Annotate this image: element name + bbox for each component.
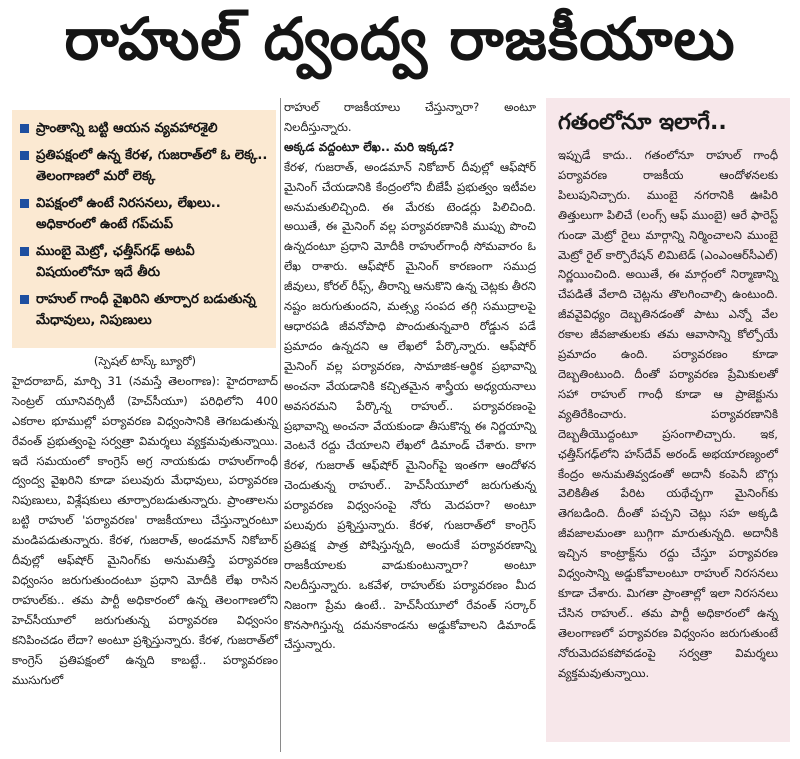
sidebar-body: ఇప్పుడే కాదు.. గతంలోనూ రాహుల్ గాంధీ పర్యావరణ రాజకీయ ఆందోళనలకు పిలుపునిచ్చారు. ముంబై నగరానికి ఊపిరి తిత్తులుగా పిలిచే (లంగ్స్ ఆఫ్ ముంబై) ఆరే ఫారెస్ట్ గుండా మెట్రో రైలు మార్గాన్ని నిర్మించాలని ముంబై మెట్రో రైల్ కార్పొరేషన్ లిమిటెడ్ (ఎంఎంఆర్‌సీఎల్) నిర్ణయించింది. అయితే, ఈ మార్గంలో నిర్మాణాన్ని చేపడితే వేలాది చెట్లను తొలగించాల్సి ఉంటుంది. జీవవైవిధ్యం దెబ్బతినడంతో పాటు ఎన్నో వేల రకాల జీవజాతులకు తమ ఆవాసాన్ని కోల్పోయే ప్రమాదం ఉంది. పర్యావరణం కూడా దెబ్బతింటుంది. దీంతో పర్యావరణ ప్రేమికులతో సహా రాహుల్ గాంధీ కూడా ఆ ప్రాజెక్టును వ్యతిరేకించారు. పర్యావరణానికి దెబ్బతీయొద్దంటూ ప్రసంగాలిచ్చారు. ఇక, ఛత్తీస్‌గఢ్‌లోని హస్‌దేవ్ అరండ్ అభయారణ్యంలో కేంద్రం అనుమతివ్వడంతో అదానీ కంపెనీ బొగ్గు వెలికితీత పేరిట యథేచ్ఛగా మైనింగ్‌కు తెగబడింది. దీంతో పచ్చని చెట్లు సహ అక్కడి జీవజాలమంతా బుగ్గిగా మారుతున్నది. అదానీకి ఇచ్చిన కాంట్రాక్ట్‌ను రద్దు చేస్తూ పర్యావరణ విధ్వంసాన్ని అడ్డుకోవాలంటూ రాహుల్ నిరసనలు కూడా చేశారు. మిగతా ప్రాంతాల్లో ఇలా నిరసనలు చేసిన రాహుల్.. తమ పార్టీ అధికారంలో ఉన్న తెలంగాణలో పర్యావరణ విధ్వంసం జరుగుతుంటే నోరుమెదపకపోవడంపై సర్వత్రా విమర్శలు వ్యక్తమవుతున్నాయి. (558, 148, 778, 680)
highlight-item (20, 145, 270, 187)
article-paragraph: హైదరాబాద్, మార్చి 31 (నమస్తే తెలంగాణ): హైదరాబాద్ సెంట్రల్ యూనివర్సిటీ (హెచ్‌సీయూ) పరిధిలోని 400 ఎకరాల భూముల్లో పర్యావరణ విధ్వంసానికి తెగబడుతున్న రేవంత్ ప్రభుత్వంపై సర్వత్రా విమర్శలు వ్యక్తమవుతున్నాయి. ఇదే సమయంలో కాంగ్రెస్ అగ్ర నాయకుడు రాహుల్‌గాంధీ ద్వంద్వ వైఖరిని కూడా పలువురు మేధావులు, పర్యావరణ నిపుణులు, విశ్లేషకులు తూర్పారబడుతున్నారు. ప్రాంతాలను బట్టి రాహుల్ 'పర్యావరణ' రాజకీయాలు చేస్తున్నారంటూ మండిపడుతున్నారు. కేరళ, గుజరాత్, అండమాన్ నికోబార్ దీవుల్లో ఆఫ్‌షోర్ మైనింగ్‌కు అనుమతిస్తే పర్యావరణ విధ్వంసం జరుగుతుందంటూ ప్రధాని మోదీకి లేఖ రాసిన రాహుల్‌కు.. తమ పార్టీ అధికారంలో ఉన్న తెలంగాణలోని హెచ్‌సీయూలో జరుగుతున్న పర్యావరణ విధ్వంసం కనిపించడం లేదా? అంటూ ప్రశ్నిస్తున్నారు. కేరళ, గుజరాత్‌లో కాంగ్రెస్ ప్రతిపక్షంలో ఉన్నది కాబట్టే.. పర్యావరణం ముసుగులో (12, 373, 278, 687)
highlight-item (20, 241, 270, 283)
highlight-text: ముంబై మెట్రో, ఛత్తీస్‌గఢ్ అటవీ విషయంలోనూ ఇదే తీరు (36, 244, 195, 280)
column-divider (280, 98, 281, 752)
highlight-text: రాహుల్ గాంధీ వైఖరిని తూర్పార బడుతున్న మేధావులు, నిపుణులు (36, 292, 256, 328)
square-bullet-icon (20, 199, 29, 208)
article-column-1 (12, 352, 278, 690)
square-bullet-icon (20, 124, 29, 133)
headline: రాహుల్ ద్వంద్వ రాజకీయాలు (64, 4, 736, 73)
square-bullet-icon (20, 247, 29, 256)
square-bullet-icon (20, 295, 29, 304)
highlight-item (20, 193, 270, 235)
article-paragraph: రాహుల్ రాజకీయాలు చేస్తున్నారా? అంటూ నిలదీస్తున్నారు. (284, 100, 536, 134)
highlight-text: విపక్షంలో ఉంటే నిరసనలు, లేఖలు.. అధికారంలో ఉంటే గప్‌చుప్ (36, 196, 221, 232)
byline: (స్పెషల్ టాస్క్ బ్యూరో) (93, 354, 197, 368)
highlight-text: ప్రతిపక్షంలో ఉన్న కేరళ, గుజరాత్‌లో ఓ లెక్క.. తెలంగాణలో మరో లెక్క (36, 148, 268, 184)
highlight-text: ప్రాంతాన్ని బట్టి ఆయన వ్యవహారశైలి (36, 121, 218, 136)
square-bullet-icon (20, 151, 29, 160)
subheading: అక్కడ వద్దంటూ లేఖ.. మరి ఇక్కడ? (284, 139, 455, 154)
sidebar-box (546, 98, 790, 742)
highlights-box (12, 110, 276, 348)
highlight-item (20, 118, 270, 139)
article-paragraph: కేరళ, గుజరాత్, అండమాన్ నికోబార్ దీవుల్లో ఆఫ్‌షోర్ మైనింగ్ చేయడానికి కేంద్రంలోని బీజేపీ ప్రభుత్వం ఇటీవల అనుమతులిచ్చింది. ఈ మేరకు టెండర్లు పిలిచింది. అయితే, ఈ మైనింగ్ వల్ల పర్యావరణానికి ముప్పు పొంచి ఉన్నదంటూ ప్రధాని మోదీకి రాహుల్‌గాంధీ సోమవారం ఓ లేఖ రాశారు. ఆఫ్‌షోర్ మైనింగ్ కారణంగా సముద్ర జీవులు, కోరల్ రీఫ్స్, తీరాన్ని ఆనుకొని ఉన్న చెట్లకు తీరని నష్టం జరుగుతుందని, మత్స్య సంపద తగ్గి సముద్రాలపై ఆధారపడి జీవనోపాధి పొందుతున్నవారి రోడ్డున పడే ప్రమాదం ఉన్నదని ఆ లేఖలో పేర్కొన్నారు. ఆఫ్‌షోర్ మైనింగ్ వల్ల పర్యావరణ, సామాజిక-ఆర్థిక ప్రభావాన్ని అంచనా వేయడానికి కచ్చితమైన శాస్త్రీయ అధ్యయనాలు అవసరమని పేర్కొన్న రాహుల్.. పర్యావరణంపై ప్రభావాన్ని అంచనా వేయకుండా తీసుకొన్న ఈ నిర్ణయాన్ని వెంటనే రద్దు చేయాలని లేఖలో డిమాండ్ చేశారు. కాగా కేరళ, గుజరాత్ ఆఫ్‌షోర్ మైనింగ్‌పై ఇంతగా ఆందోళన చెందుతున్న రాహుల్.. హెచ్‌సీయూలో జరుగుతున్న పర్యావరణ విధ్వంసంపై నోరు మెదపరా? అంటూ పలువురు ప్రశ్నిస్తున్నారు. కేరళ, గుజరాత్‌లో కాంగ్రెస్ ప్రతిపక్ష పాత్ర పోషిస్తున్నది, అందుకే పర్యావరణాన్ని రాజకీయాలకు వాడుకుంటున్నారా? అంటూ నిలదీస్తున్నారు. ఒకవేళ, రాహుల్‌కు పర్యావరణం మీద నిజంగా ప్రేమ ఉంటే.. హెచ్‌సీయూలో రేవంత్ సర్కార్ కొనసాగిస్తున్న దమనకాండను అడ్డుకోవాలని డిమాండ్ చేస్తున్నారు. (284, 159, 536, 652)
article-column-2 (284, 98, 536, 655)
sidebar-title: గతంలోనూ ఇలాగే.. (558, 110, 727, 135)
highlight-item (20, 289, 270, 331)
